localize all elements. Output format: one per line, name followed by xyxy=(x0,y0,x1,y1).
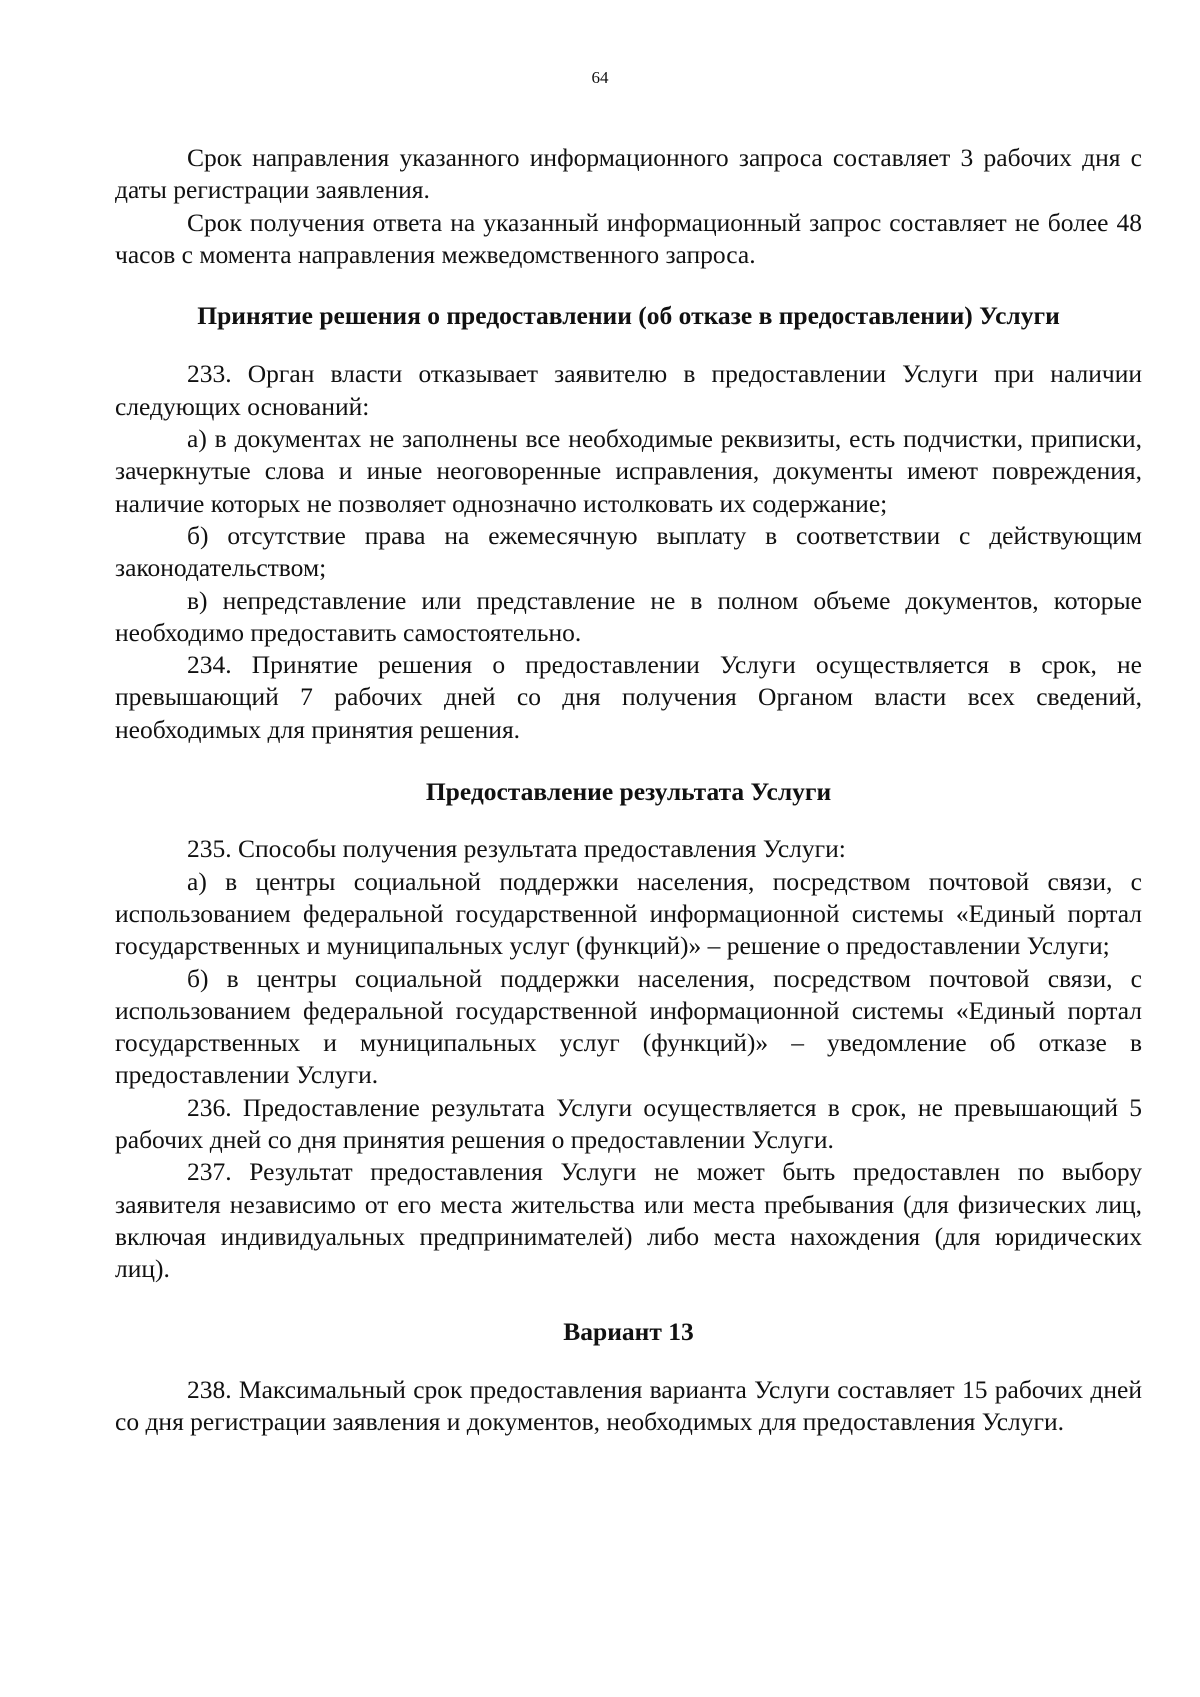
section-heading-result: Предоставление результата Услуги xyxy=(425,777,832,807)
paragraph-233-b: б) отсутствие права на ежемесячную выплату в соответствии с действующим законодательством; xyxy=(115,520,1142,583)
paragraph-234: 234. Принятие решения о предоставлении Услуги осуществляется в срок, не превышающий 7 рабочих дней со дня получения Органом власти всех сведений, необходимых для принятия решения. xyxy=(115,650,1142,744)
paragraph-235: 235. Способы получения результата предоставления Услуги: xyxy=(187,834,846,864)
section-heading-decision: Принятие решения о предоставлении (об отказе в предоставлении) Услуги xyxy=(197,301,1060,331)
section-heading-variant-13: Вариант 13 xyxy=(563,1316,694,1346)
paragraph-233-a: а) в документах не заполнены все необходимые реквизиты, есть подчистки, приписки, зачеркнутые слова и иные неоговоренные исправления, документы имеют повреждения, наличие которых не позволяет однозначно истолковать их содержание; xyxy=(115,424,1142,518)
paragraph-request-deadline: Срок направления указанного информационного запроса составляет 3 рабочих дня с даты регистрации заявления. xyxy=(115,143,1142,205)
paragraph-238: 238. Максимальный срок предоставления варианта Услуги составляет 15 рабочих дней со дня регистрации заявления и документов, необходимых для предоставления Услуги. xyxy=(115,1374,1142,1437)
paragraph-response-deadline: Срок получения ответа на указанный информационный запрос составляет не более 48 часов с момента направления межведомственного запроса. xyxy=(115,207,1142,269)
document-body xyxy=(115,142,1142,1438)
paragraph-237: 237. Результат предоставления Услуги не может быть предоставлен по выбору заявителя независимо от его места жительства или места пребывания (для физических лиц, включая индивидуальных предпринимателей) либо места нахождения (для юридических лиц). xyxy=(115,1157,1142,1284)
paragraph-235-b: б) в центры социальной поддержки населения, посредством почтовой связи, с использованием федеральной государственной информационной системы «Единый портал государственных и муниципальных услуг (функций)» – уведомление об отказе в предоставлении Услуги. xyxy=(115,963,1142,1090)
paragraph-233: 233. Орган власти отказывает заявителю в предоставлении Услуги при наличии следующих оснований: xyxy=(115,359,1142,421)
paragraph-233-v: в) непредставление или представление не в полном объеме документов, которые необходимо предоставить самостоятельно. xyxy=(115,585,1142,647)
paragraph-235-a: а) в центры социальной поддержки населения, посредством почтовой связи, с использованием федеральной государственной информационной системы «Единый портал государственных и муниципальных услуг (функций)» – решение о предоставлении Услуги; xyxy=(115,866,1142,961)
page-number: 64 xyxy=(591,68,609,87)
paragraph-236: 236. Предоставление результата Услуги осуществляется в срок, не превышающий 5 рабочих дней со дня принятия решения о предоставлении Услуги. xyxy=(115,1092,1142,1155)
